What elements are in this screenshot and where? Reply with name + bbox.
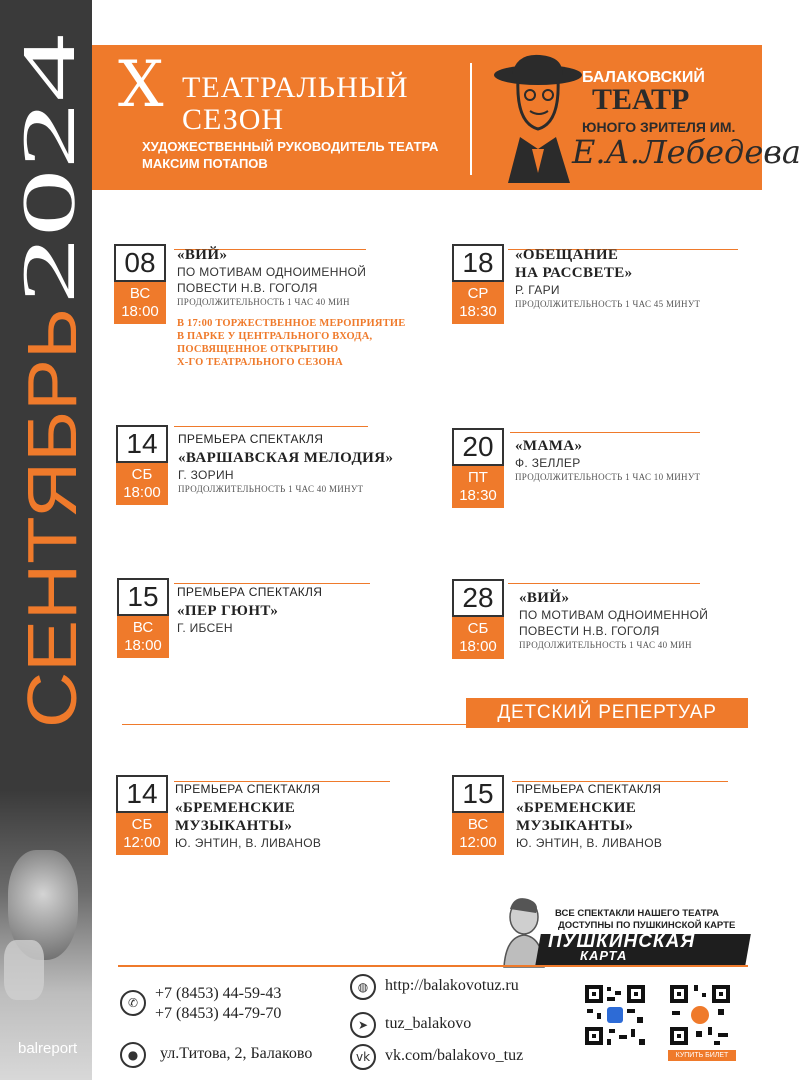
event-info-line: ПО МОТИВАМ ОДНОИМЕННОЙ [177,265,367,279]
event-dur-line: ПРОДОЛЖИТЕЛЬНОСТЬ 1 ЧАС 40 МИН [519,640,692,650]
event-weekday: ВС [129,285,151,302]
event-weekday: СБ [467,620,489,637]
event-weekday-time [452,466,504,508]
event-note-line: В ПАРКЕ У ЦЕНТРАЛЬНОГО ВХОДА, [177,331,373,342]
logo-theatre: ТЕАТР [592,83,690,116]
sidebar-portrait-photo [0,790,92,1080]
pushkin-card-subtitle: КАРТА [580,948,628,963]
telegram-link[interactable]: tuz_balakovo [385,1015,472,1032]
event-info-line: Ю. ЭНТИН, В. ЛИВАНОВ [175,836,322,850]
event-title-line: «ВИЙ» [519,590,570,606]
phone-number-1[interactable]: +7 (8453) 44-59-43 [155,985,282,1002]
event-title-line: «МАМА» [515,438,583,454]
location-icon: ● [120,1042,146,1068]
event-dur-line: ПРОДОЛЖИТЕЛЬНОСТЬ 1 ЧАС 45 МИНУТ [515,299,701,309]
event-details [516,782,662,852]
event-details [177,247,405,369]
event-details [519,590,708,660]
event-info-line: Ю. ЭНТИН, В. ЛИВАНОВ [516,836,663,850]
event-time: 18:00 [121,303,159,320]
watermark: balreport [18,1040,78,1057]
pushkin-note-line2: ДОСТУПНЫ ПО ПУШКИНСКОЙ КАРТЕ [558,920,736,931]
event-title-line: «ОБЕЩАНИЕ [515,247,619,263]
event-title-line: МУЗЫКАНТЫ» [175,818,293,834]
season-title-line1: ТЕАТРАЛЬНЫЙ [182,71,409,104]
event-day: 08 [114,244,166,282]
website-link[interactable]: http://balakovotuz.ru [385,977,519,994]
event-note-line: ПОСВЯЩЕННОЕ ОТКРЫТИЮ [177,344,339,355]
event-info-line: Г. ЗОРИН [178,468,234,482]
event-day: 28 [452,579,504,617]
event-weekday: СБ [131,816,153,833]
buy-ticket-caption: КУПИТЬ БИЛЕТ [668,1050,736,1061]
event-title-line: «ПЕР ГЮНТ» [177,603,279,619]
qr-code-ticket[interactable] [668,983,732,1047]
event-details [175,782,321,852]
vertical-year [7,20,91,310]
event-details [515,247,700,319]
event-title-line: «БРЕМЕНСКИЕ [516,800,637,816]
event-info-line: ПОВЕСТИ Н.В. ГОГОЛЯ [519,624,660,638]
vk-link[interactable]: vk.com/balakovo_tuz [385,1047,524,1064]
event-time: 12:00 [123,834,161,851]
genre-underline [510,432,700,433]
sidebar [0,0,92,1080]
header-banner [92,45,801,190]
event-date-badge [114,244,166,324]
event-time: 18:00 [459,638,497,655]
event-date-badge [116,775,168,855]
event-day: 14 [116,425,168,463]
event-weekday: СБ [131,466,153,483]
event-dur-line: ПРОДОЛЖИТЕЛЬНОСТЬ 1 ЧАС 40 МИНУТ [178,484,364,494]
event-note-line: Х-ГО ТЕАТРАЛЬНОГО СЕЗОНА [177,357,343,368]
event-date-badge [452,579,504,659]
event-title-line: «БРЕМЕНСКИЕ [175,800,296,816]
event-title-line: МУЗЫКАНТЫ» [516,818,634,834]
event-info-line: ПОВЕСТИ Н.В. ГОГОЛЯ [177,281,318,295]
event-pre-line: ПРЕМЬЕРА СПЕКТАКЛЯ [516,782,662,796]
globe-icon: ◍ [350,974,376,1000]
pushkin-note-line1: ВСЕ СПЕКТАКЛИ НАШЕГО ТЕАТРА [555,908,719,919]
director-name: МАКСИМ ПОТАПОВ [142,156,268,171]
event-details [178,432,393,504]
event-time: 18:30 [459,487,497,504]
event-day: 18 [452,244,504,282]
event-weekday: ВС [467,816,489,833]
event-info-line: Ф. ЗЕЛЛЕР [515,456,581,470]
svg-text:СЕНТЯБРЬ: СЕНТЯБРЬ [13,349,91,728]
event-time: 18:00 [123,484,161,501]
logo-city: БАЛАКОВСКИЙ [582,69,705,86]
event-weekday-time [116,463,168,505]
event-pre-line: ПРЕМЬЕРА СПЕКТАКЛЯ [175,782,321,796]
event-date-badge [116,425,168,505]
event-details [515,438,700,492]
event-info-line: Р. ГАРИ [515,283,560,297]
director-label: ХУДОЖЕСТВЕННЫЙ РУКОВОДИТЕЛЬ ТЕАТРА [142,139,439,154]
event-weekday-time [116,813,168,855]
event-weekday: СР [467,285,489,302]
event-info-line: Г. ИБСЕН [177,621,233,635]
address: ул.Титова, 2, Балаково [160,1045,313,1062]
event-time: 18:00 [124,637,162,654]
telegram-icon: ➤ [350,1012,376,1038]
logo-subtitle: ЮНОГО ЗРИТЕЛЯ ИМ. [582,119,736,135]
event-weekday: ПТ [468,469,488,486]
event-pre-line: ПРЕМЬЕРА СПЕКТАКЛЯ [178,432,324,446]
event-title-line: НА РАССВЕТЕ» [515,265,633,281]
event-day: 15 [452,775,504,813]
event-details [177,585,322,637]
event-date-badge [452,428,504,508]
event-day: 20 [452,428,504,466]
event-pre-line: ПРЕМЬЕРА СПЕКТАКЛЯ [177,585,323,599]
event-title-line: «ВИЙ» [177,247,228,263]
header-divider [470,63,472,175]
event-time: 18:30 [459,303,497,320]
event-dur-line: ПРОДОЛЖИТЕЛЬНОСТЬ 1 ЧАС 10 МИНУТ [515,472,701,482]
logo-signature: Е.А.Лебедева [572,133,801,171]
genre-underline [174,426,368,427]
event-date-badge [117,578,169,658]
event-weekday-time [452,282,504,324]
vk-icon: vk [350,1044,376,1070]
genre-underline [174,583,370,584]
event-weekday-time [452,617,504,659]
svg-text:2024: 2024 [7,152,91,304]
event-weekday-time [114,282,166,324]
kids-repertoire-banner: ДЕТСКИЙ РЕПЕРТУАР [466,698,748,728]
qr-code-vk[interactable] [583,983,647,1047]
event-title-line: «ВАРШАВСКАЯ МЕЛОДИЯ» [178,450,394,466]
phone-icon: ✆ [120,990,146,1016]
event-weekday-time [452,813,504,855]
event-time: 12:00 [459,834,497,851]
event-date-badge [452,775,504,855]
event-note-line: В 17:00 ТОРЖЕСТВЕННОЕ МЕРОПРИЯТИЕ [177,318,406,329]
event-dur-line: ПРОДОЛЖИТЕЛЬНОСТЬ 1 ЧАС 40 МИН [177,297,350,307]
season-number: X [118,48,164,122]
event-date-badge [452,244,504,324]
event-info-line: ПО МОТИВАМ ОДНОИМЕННОЙ [519,608,709,622]
pushkin-card-title: ПУШКИНСКАЯ [548,931,696,952]
season-title-line2: СЕЗОН [182,103,285,136]
vertical-month [8,300,91,730]
footer-divider [118,965,748,967]
kids-divider [122,724,466,725]
phone-number-2[interactable]: +7 (8453) 44-79-70 [155,1005,282,1022]
event-weekday: ВС [132,619,154,636]
event-day: 14 [116,775,168,813]
event-weekday-time [117,616,169,658]
event-day: 15 [117,578,169,616]
genre-underline [508,583,700,584]
